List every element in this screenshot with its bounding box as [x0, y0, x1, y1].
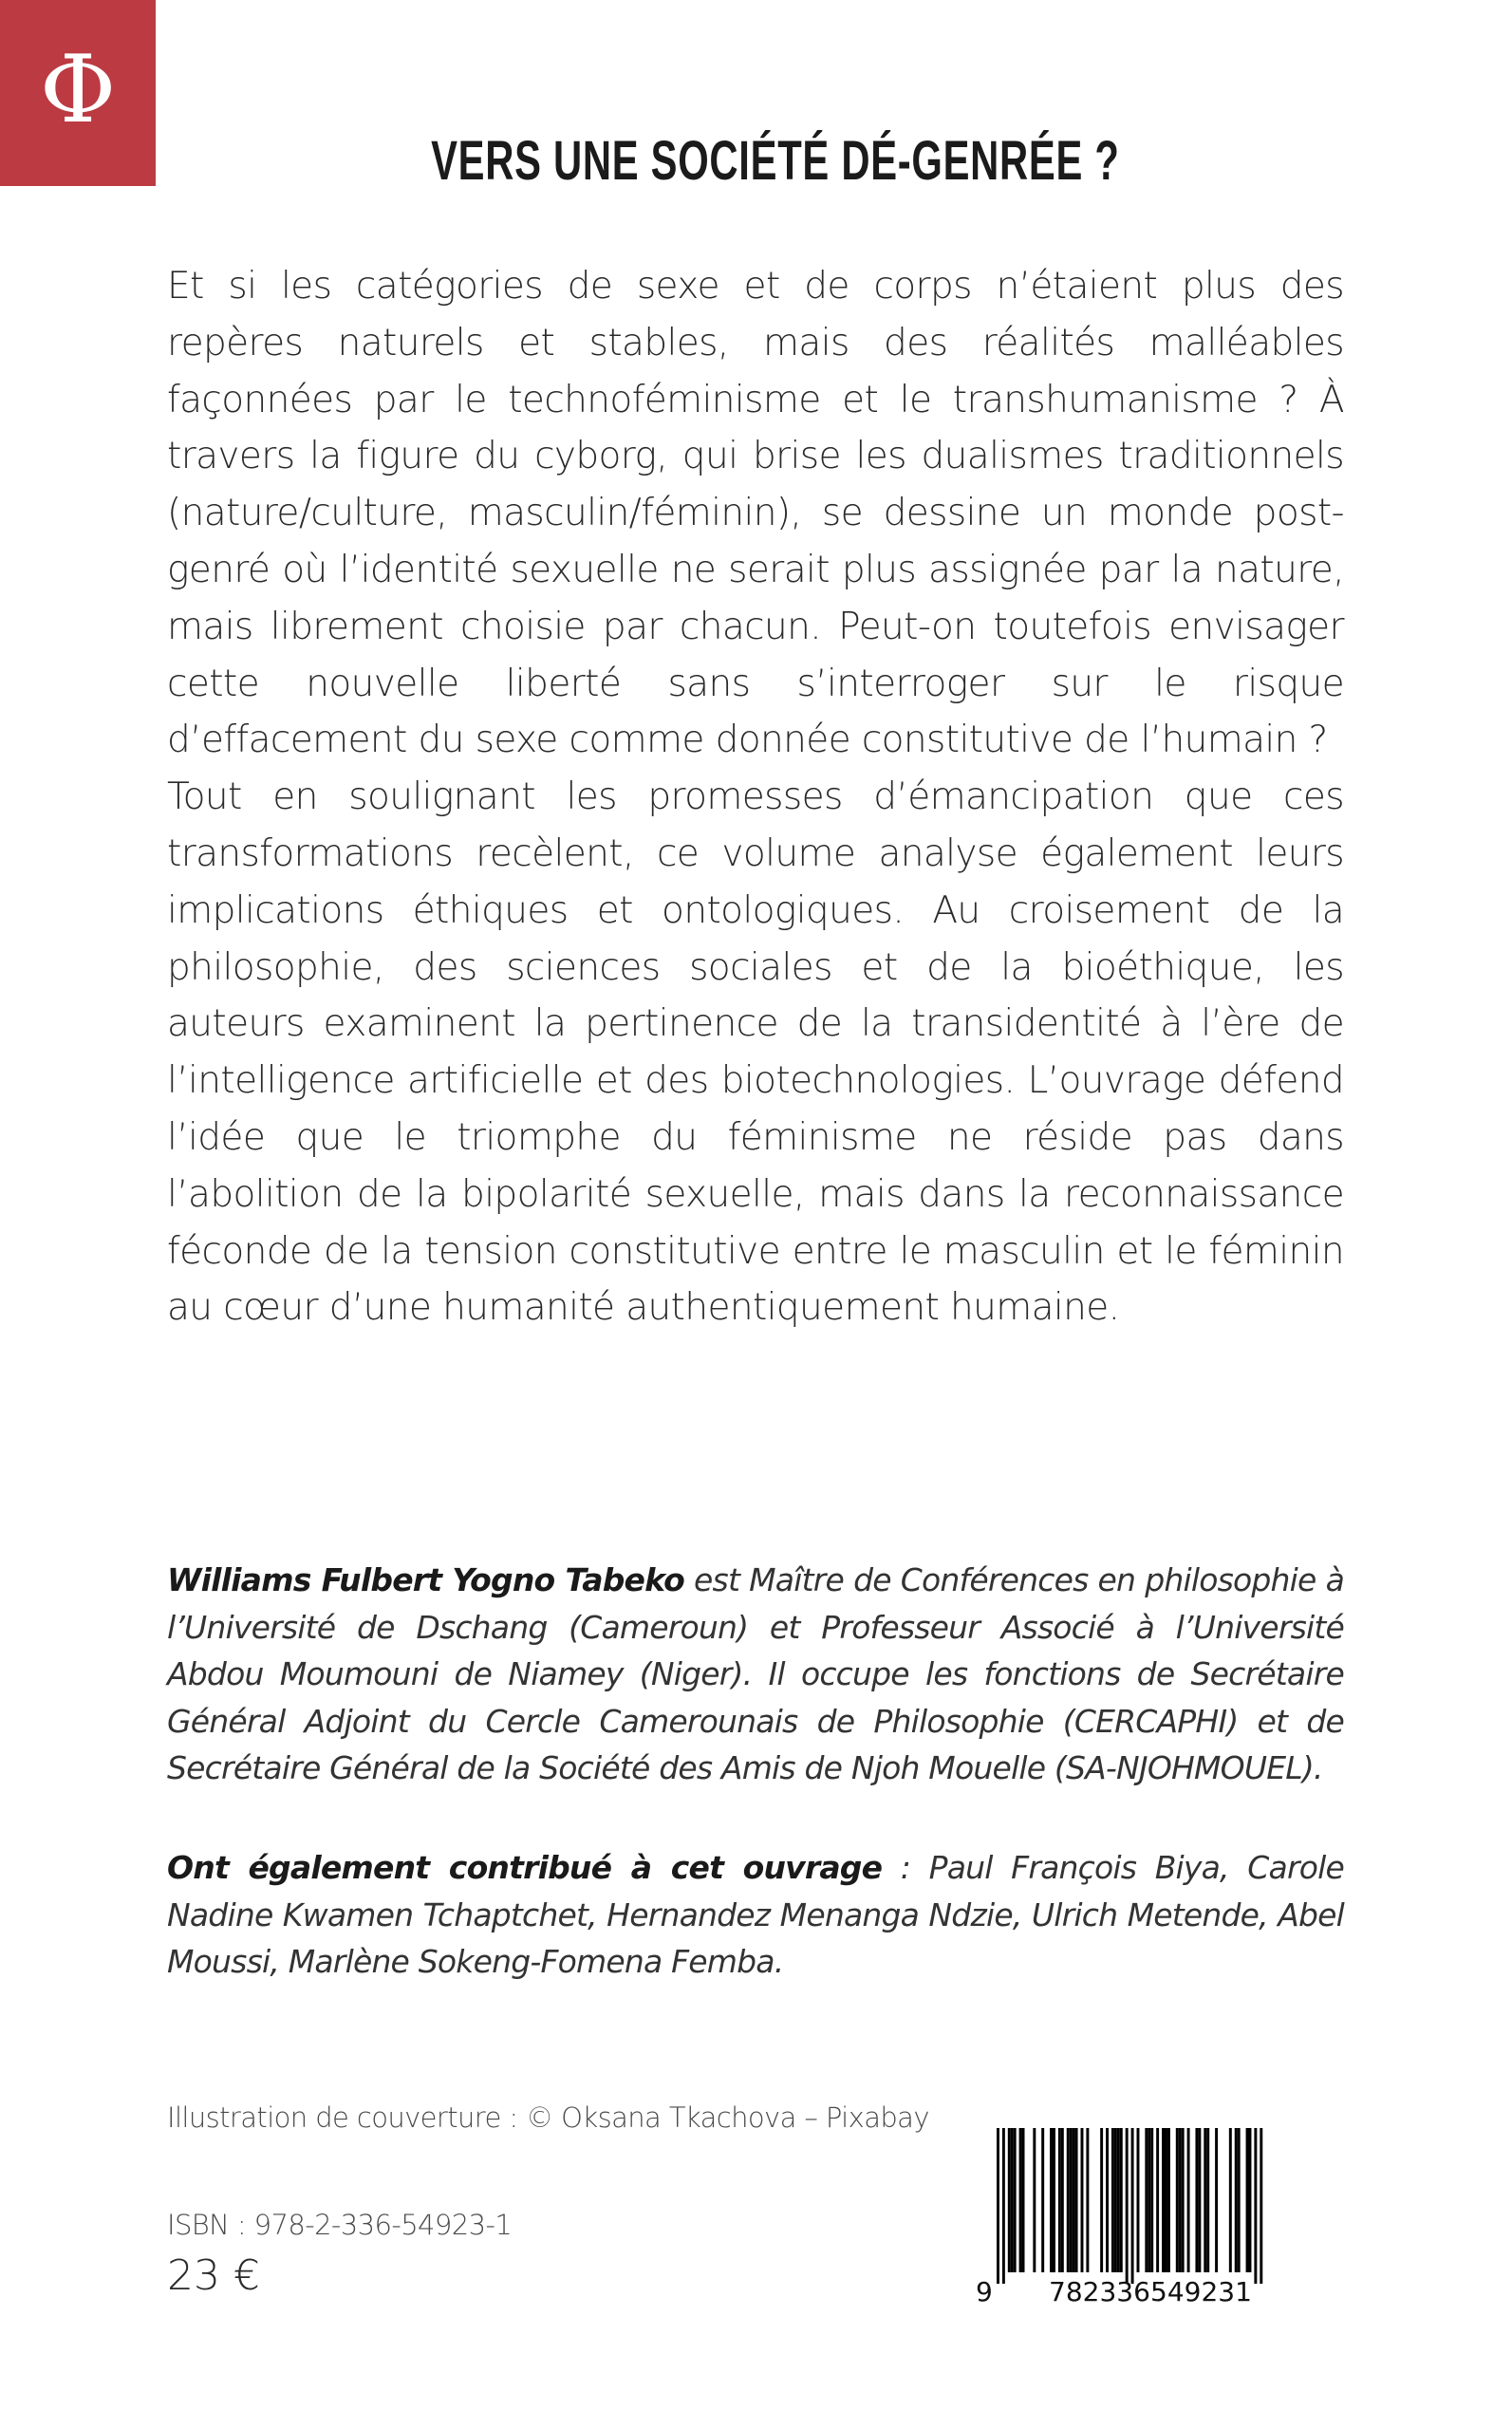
- author-bio: [167, 1557, 1344, 1792]
- author-name: Williams Fulbert Yogno Tabeko: [167, 1561, 684, 1598]
- barcode-digits-right: 549231: [1150, 2276, 1252, 2307]
- contributors-separator: :: [882, 1849, 929, 1886]
- barcode-digits: [968, 2276, 1281, 2314]
- blurb-paragraph-2: Tout en soulignant les promesses d’émancipation que ces transformations recèlent, ce volume analyse également leurs implications éthiques et ontologiques. Au croisement de la philosophie, des sciences sociales et de la bioéthique, les auteurs examinent la pertinence de la transidentité à l’ère de l’intelligence artificielle et des biotechnologies. L’ouvrage défend l’idée que le triomphe du féminisme ne réside pas dans l’abolition de la bipolarité sexuelle, mais dans la reconnaissance féconde de la tension constitutive entre le masculin et le féminin au cœur d’une humanité authentiquement humaine.: [167, 775, 1344, 1330]
- barcode-digits-left: 782336: [1049, 2276, 1150, 2307]
- blurb-paragraph-1: Et si les catégories de sexe et de corps n’étaient plus des repères naturels et stables, mais des réalités malléables façonnées par le technoféminisme et le transhumanisme ? À travers la figure du cyborg, qui brise les dualismes traditionnels (nature/culture, masculin/féminin), se dessine un monde post-genré où l’identité sexuelle ne serait plus assignée par la nature, mais librement choisie par chacun. Peut-on toutefois envisager cette nouvelle liberté sans s’interroger sur le risque d’effacement du sexe comme donnée constitutive de l’humain ?: [167, 265, 1344, 762]
- barcode-digit-prefix: 9: [976, 2276, 993, 2307]
- title-text: VERS UNE SOCIÉTÉ DÉ-GENRÉE ?: [430, 130, 1120, 192]
- book-title: [0, 129, 1512, 193]
- author-bio-text: est Maître de Conférences en philosophie à l’Université de Dschang (Cameroun) et Professeur Associé à l’Université Abdou Moumouni de Niamey (Niger). Il occupe les fonctions de Secrétaire Général Adjoint du Cercle Camerounais de Philosophie (CERCAPHI) et de Secrétaire Général de la Société des Amis de Njoh Mouelle (SA-NJOHMOUEL).: [167, 1561, 1344, 1786]
- contributors-names: Paul François Biya, Carole Nadine Kwamen Tchaptchet, Hernandez Menanga Ndzie, Ulrich Metende, Abel Moussi, Marlène Sokeng-Fomena Femba.: [167, 1849, 1344, 1980]
- cover-illustration-credit: Illustration de couverture : © Oksana Tkachova – Pixabay: [167, 2101, 929, 2134]
- contributors-label: Ont également contribué à cet ouvrage: [167, 1849, 883, 1886]
- price: 23 €: [167, 2251, 260, 2300]
- back-cover-blurb: [167, 258, 1344, 1336]
- phi-icon: Φ: [39, 36, 117, 144]
- isbn: ISBN : 978-2-336-54923-1: [167, 2209, 513, 2241]
- contributors: [167, 1844, 1344, 1986]
